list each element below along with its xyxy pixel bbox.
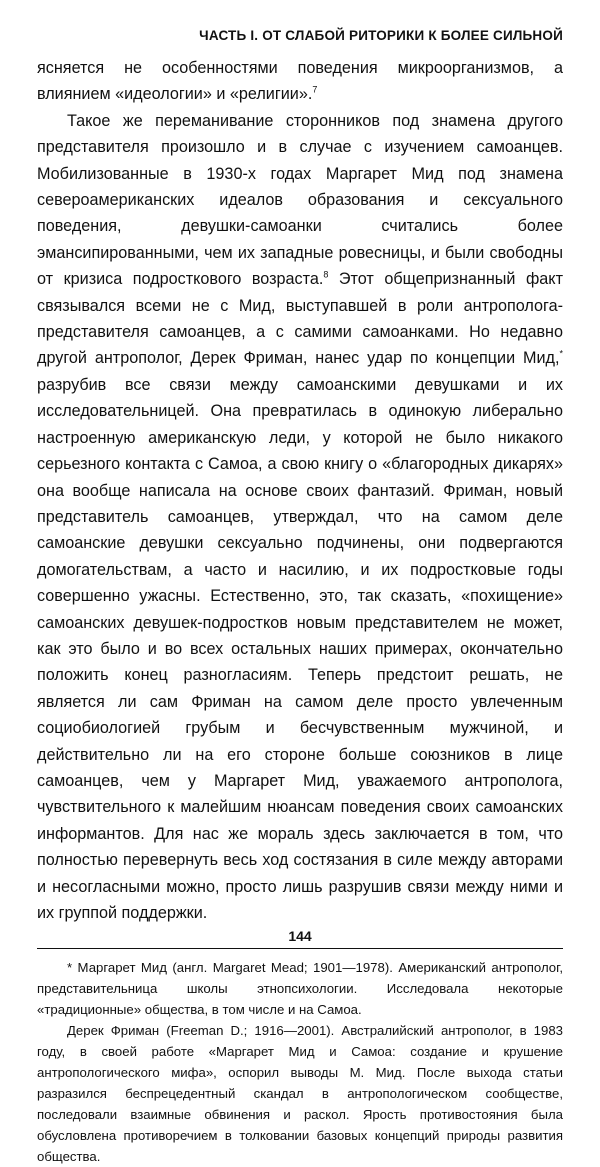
footnotes — [37, 957, 563, 1167]
main-text — [37, 55, 563, 926]
paragraph-2-text-c: разрубив все связи между самоанскими девушками и их исследовательницей. Она превратилась в одинокую либерально настроенную американскую леди, у которой не было никакого серьезного контакта с Самоа, а свою книгу о «благородных дикарях» она вообще написала на основе своих фантазий. Фриман, новый представитель самоанцев, утверждал, что на самом деле самоанские девушки сексуально подчинены, они подвергаются домогательствам, а часто и насилию, и их подростковые годы совершенно ужасны. Естественно, это, так сказать, «похищение» самоанских девушек-подростков новым представителем не может, как это было и во всех остальных наших примерах, окончательно положить конец разногласиям. Теперь предстоит решать, не является ли сам Фриман на самом деле просто увлеченным социобиологией грубым и бесчувственным мужчиной, и действительно ли на его стороне больше союзников в лице самоанцев, чем у Маргарет Мид, уважаемого антрополога, чувствительного к малейшим нюансам поведения своих самоанских информантов. Для нас же мораль здесь заключается в том, что полностью перевернуть весь ход состязания в силе между авторами и несогласными можно, просто лишь разрушив связи между ними и их группой поддержки. — [37, 375, 563, 922]
paragraph-1-text: ясняется не особенностями поведения микроорганизмов, а влиянием «идеологии» и «религии». — [37, 59, 563, 104]
footnote-mead: * Маргарет Мид (англ. Margaret Mead; 1901—1978). Американский антрополог, представительница школы этнопсихологии. Исследовала некоторые «традиционные» общества, в том числе и на Самоа. — [37, 960, 563, 1018]
paragraph-1 — [37, 55, 563, 108]
footnote-divider — [37, 948, 563, 949]
page-number: 144 — [288, 928, 312, 944]
paragraph-2 — [37, 108, 563, 927]
footnote-ref-7: 7 — [312, 85, 318, 96]
footnote-freeman: Дерек Фриман (Freeman D.; 1916—2001). Австралийский антрополог, в 1983 году, в своей работе «Маргарет Мид и Самоа: создание и крушение антропологического мифа», оспорил выводы М. Мид. После выхода статьи разразился беспрецедентный скандал в антропологическом сообществе, последовали взаимные обвинения и раскол. Ярость противостояния была обусловлена противоречием в толковании базовых концепций природы развития общества. — [37, 1023, 563, 1165]
book-page — [37, 28, 563, 1167]
footnote-ref-star: * — [559, 349, 563, 360]
footnote-ref-8: 8 — [323, 269, 329, 280]
running-head: ЧАСТЬ I. ОТ СЛАБОЙ РИТОРИКИ К БОЛЕЕ СИЛЬНОЙ — [199, 28, 563, 43]
paragraph-2-text-b: Этот общепризнанный факт связывался всеми не с Мид, выступавшей в роли антрополога-представителя самоанцев, а с самими самоанками. Но недавно другой антрополог, Дерек Фриман, нанес удар по концепции Мид, — [37, 270, 563, 368]
paragraph-2-text-a: Такое же переманивание сторонников под знамена другого представителя произошло и в случае с изучением самоанцев. Мобилизованные в 1930-х годах Маргарет Мид под знамена североамериканских идеалов образования и сексуального поведения, девушки-самоанки считались более эмансипированными, чем их западные ровесницы, и были свободны от кризиса подросткового возраста. — [37, 111, 563, 289]
